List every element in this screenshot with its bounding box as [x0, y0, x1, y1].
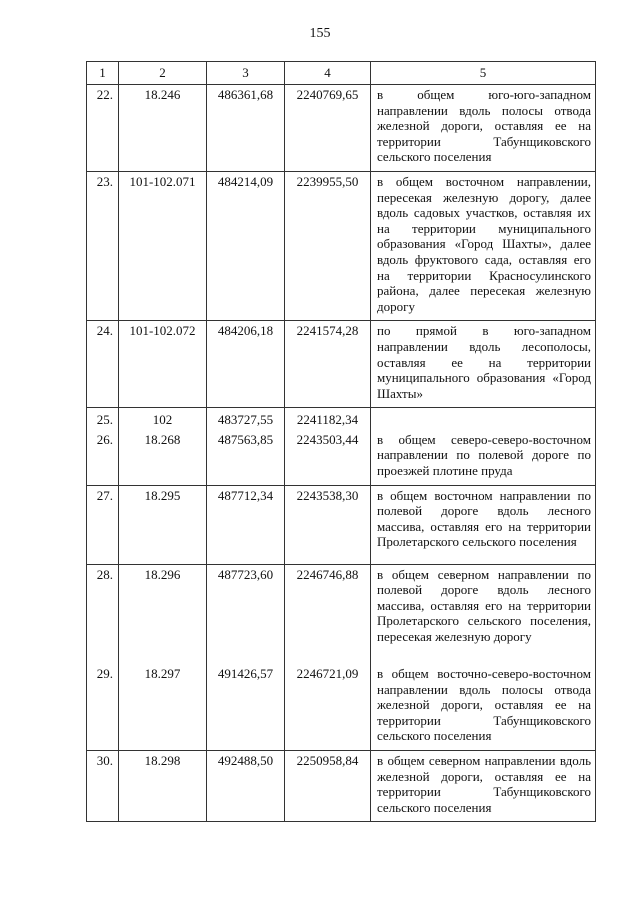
coord-y: 2241182,34	[285, 408, 371, 430]
page-number: 155	[309, 26, 331, 41]
point-id: 18.297	[119, 664, 207, 750]
table-row	[87, 751, 596, 822]
row-number: 27.	[87, 485, 119, 564]
row-number: 25.	[87, 408, 119, 430]
header-row	[87, 62, 596, 85]
point-id: 18.296	[119, 564, 207, 664]
boundary-description: в общем северо-северо-восточном направлении по полевой дороге по проезжей плотине пруда	[371, 430, 596, 485]
point-id: 18.268	[119, 430, 207, 485]
col-header-4: 4	[285, 62, 371, 85]
row-number: 22.	[87, 85, 119, 172]
coord-y: 2243538,30	[285, 485, 371, 564]
coord-x: 487712,34	[207, 485, 285, 564]
coord-y: 2239955,50	[285, 171, 371, 320]
coord-x: 492488,50	[207, 751, 285, 822]
table-row	[87, 85, 596, 172]
coord-y: 2250958,84	[285, 751, 371, 822]
col-header-2: 2	[119, 62, 207, 85]
boundary-description: в общем северном направлении вдоль железной дороги, оставляя ее на территории Табунщиковского сельского поселения	[371, 751, 596, 822]
point-id: 18.246	[119, 85, 207, 172]
coord-y: 2246746,88	[285, 564, 371, 664]
boundary-description: в общем юго-юго-западном направлении вдоль полосы отвода железной дороги, оставляя ее на территории Табунщиковского сельского поселения	[371, 85, 596, 172]
coord-x: 484214,09	[207, 171, 285, 320]
coord-y: 2241574,28	[285, 321, 371, 408]
row-number: 23.	[87, 171, 119, 320]
coord-y: 2240769,65	[285, 85, 371, 172]
coord-x: 486361,68	[207, 85, 285, 172]
table-row	[87, 171, 596, 320]
row-number: 24.	[87, 321, 119, 408]
boundary-description	[371, 408, 596, 430]
boundary-description: в общем северном направлении по полевой дороге вдоль лесного массива, оставляя его на территории Пролетарского сельского поселения, пересекая железную дорогу	[371, 564, 596, 664]
coord-x: 483727,55	[207, 408, 285, 430]
col-header-5: 5	[371, 62, 596, 85]
boundary-description: по прямой в юго-западном направлении вдоль лесополосы, оставляя ее на территории муниципального образования «Город Шахты»	[371, 321, 596, 408]
row-number: 30.	[87, 751, 119, 822]
table-row	[87, 564, 596, 664]
boundary-description: в общем восточном направлении, пересекая железную дорогу, далее вдоль садовых участков, оставляя их на территории муниципального образования «Город Шахты», далее вдоль фруктового сада, оставляя его на территории Красносулинского района, далее пересекая железную дорогу	[371, 171, 596, 320]
point-id: 18.295	[119, 485, 207, 564]
table-row	[87, 430, 596, 485]
point-id: 101-102.071	[119, 171, 207, 320]
table-row	[87, 408, 596, 430]
table-row	[87, 485, 596, 564]
col-header-1: 1	[87, 62, 119, 85]
point-id: 18.298	[119, 751, 207, 822]
coord-y: 2243503,44	[285, 430, 371, 485]
boundary-table	[86, 61, 596, 822]
boundary-description: в общем восточно-северо-восточном направлении вдоль полосы отвода железной дороги, оставляя ее на территории Табунщиковского сельского поселения	[371, 664, 596, 750]
coord-x: 487563,85	[207, 430, 285, 485]
boundary-description: в общем восточном направлении по полевой дороге вдоль лесного массива, оставляя его на территории Пролетарского сельского поселения	[371, 485, 596, 564]
row-number: 28.	[87, 564, 119, 664]
coord-x: 484206,18	[207, 321, 285, 408]
coord-x: 487723,60	[207, 564, 285, 664]
table-row	[87, 321, 596, 408]
row-number: 26.	[87, 430, 119, 485]
table-row	[87, 664, 596, 750]
col-header-3: 3	[207, 62, 285, 85]
point-id: 101-102.072	[119, 321, 207, 408]
coord-x: 491426,57	[207, 664, 285, 750]
point-id: 102	[119, 408, 207, 430]
coord-y: 2246721,09	[285, 664, 371, 750]
row-number: 29.	[87, 664, 119, 750]
